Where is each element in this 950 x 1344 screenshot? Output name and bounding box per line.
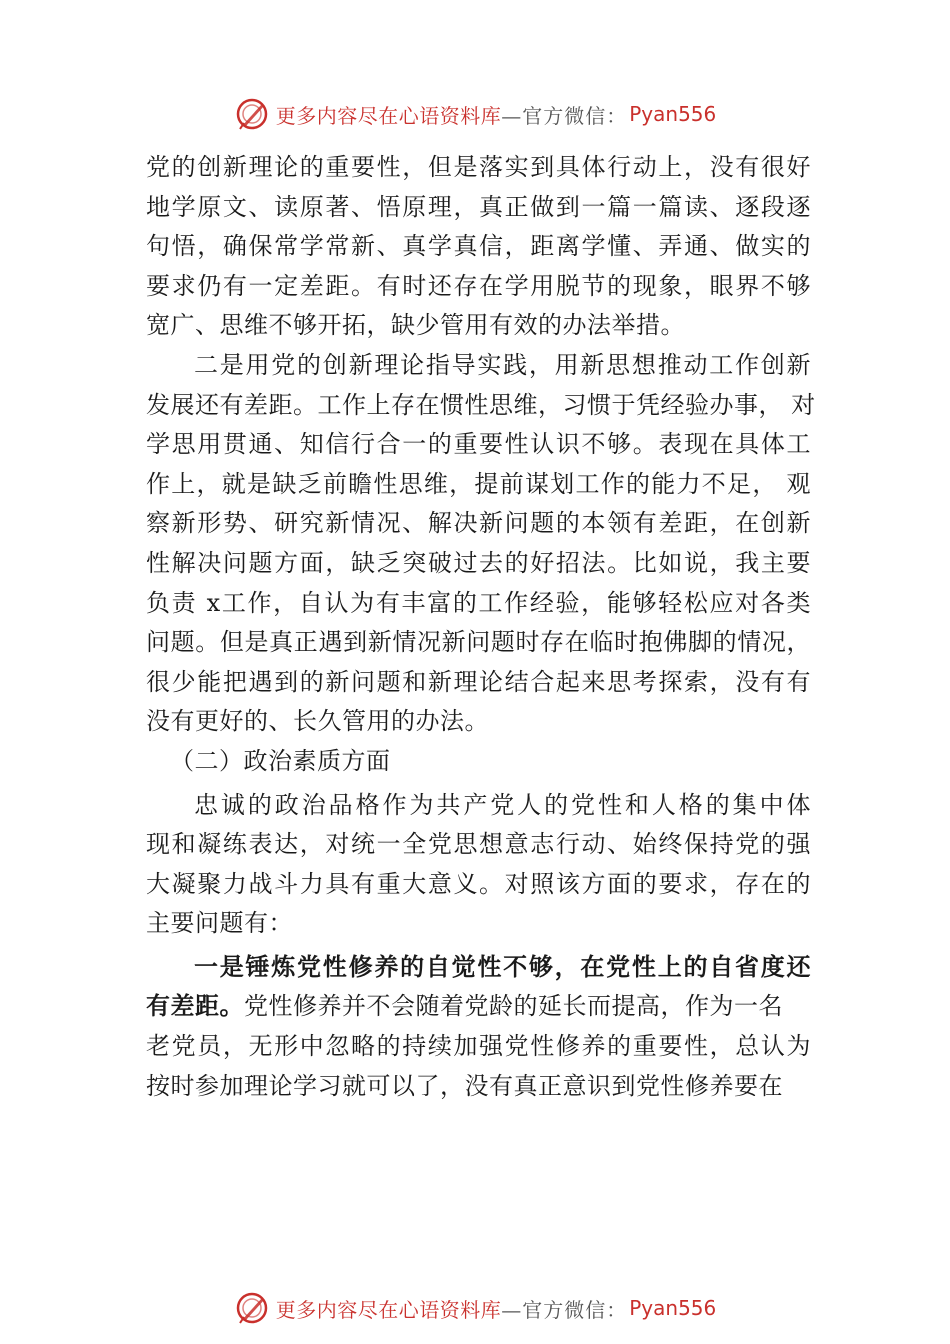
text-line: 忠诚的政治品格作为共产党人的党性和人格的集中体 — [194, 790, 811, 819]
text-line — [146, 987, 811, 1027]
text-line: 学思用贯通、知信行合一的重要性认识不够。表现在具体工 — [146, 430, 811, 459]
banner-title: 更多内容尽在心语资料库 — [275, 1297, 502, 1322]
text-line: 大凝聚力战斗力具有重大意义。对照该方面的要求，存在的 — [146, 869, 811, 898]
header-watermark-banner — [0, 94, 950, 134]
paragraph-1 — [146, 148, 811, 346]
text-span: 党性修养并不会随着党龄的延长而提高，作为一名 — [244, 992, 783, 1021]
text-line: 作上，就是缺乏前瞻性思维，提前谋划工作的能力不足， 观 — [146, 469, 811, 498]
text-line: 党的创新理论的重要性，但是落实到具体行动上，没有很好 — [146, 153, 811, 181]
text-line: 负责 x工作，自认为有丰富的工作经验，能够轻松应对各类 — [146, 588, 811, 617]
document-body — [146, 148, 816, 1106]
text-line: 二是用党的创新理论指导实践，用新思想推动工作创新 — [194, 350, 811, 379]
section-heading: （二）政治素质方面 — [170, 746, 391, 775]
banner-wechat-label: —官方微信： — [501, 1297, 628, 1322]
text-line: 句悟，确保常学常新、真学真信，距离学懂、弄通、做实的 — [146, 232, 811, 261]
text-line: 性解决问题方面，缺乏突破过去的好招法。比如说，我主要 — [146, 548, 811, 577]
text-line: 宽广、思维不够开拓，缺少管用有效的办法举措。 — [146, 311, 685, 340]
banner-wechat-label: —官方微信： — [501, 103, 628, 128]
paragraph-4 — [146, 948, 811, 1106]
banner-title: 更多内容尽在心语资料库 — [275, 103, 502, 128]
paragraph-2 — [146, 346, 816, 742]
text-line: 按时参加理论学习就可以了，没有真正意识到党性修养要在 — [146, 1071, 783, 1100]
text-line: 地学原文、读原著、悟原理，真正做到一篇一篇读、逐段逐 — [146, 192, 811, 221]
text-line: 现和凝练表达，对统一全党思想意志行动、始终保持党的强 — [146, 830, 811, 859]
banner-wechat-id: Pyan556 — [629, 102, 717, 126]
text-line: 问题。但是真正遇到新情况新问题时存在临时抱佛脚的情况， — [146, 628, 811, 657]
text-line: 很少能把遇到的新问题和新理论结合起来思考探索，没有有 — [146, 667, 811, 696]
text-line: 没有更好的、长久管用的办法。 — [146, 707, 489, 736]
footer-watermark-banner — [0, 1288, 950, 1328]
bold-lead-line: 一是锤炼党性修养的自觉性不够，在党性上的自省度还 — [194, 952, 811, 981]
text-line: 要求仍有一定差距。有时还存在学用脱节的现象，眼界不够 — [146, 271, 811, 300]
text-line: 老党员，无形中忽略的持续加强党性修养的重要性，总认为 — [146, 1032, 811, 1061]
text-line: 察新形势、研究新情况、解决新问题的本领有差距，在创新 — [146, 509, 811, 538]
quill-seal-icon — [234, 96, 270, 132]
banner-wechat-id: Pyan556 — [629, 1296, 717, 1320]
text-line: 发展还有差距。工作上存在惯性思维，习惯于凭经验办事， 对 — [146, 390, 816, 419]
paragraph-3 — [146, 786, 811, 944]
text-line: 主要问题有： — [146, 909, 293, 938]
bold-lead-end: 有差距。 — [146, 992, 244, 1021]
quill-seal-icon — [234, 1290, 270, 1326]
